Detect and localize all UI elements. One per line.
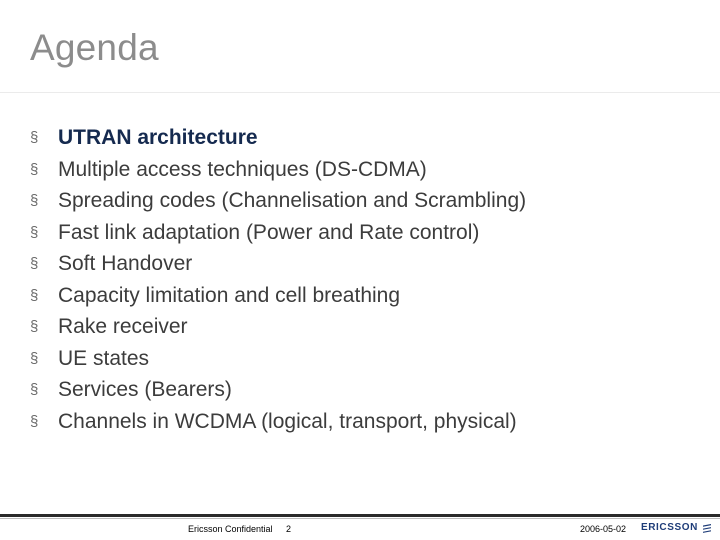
bullet-icon: §: [30, 255, 39, 272]
agenda-item-label: Channels in WCDMA (logical, transport, physical): [58, 409, 517, 433]
agenda-list: [30, 122, 526, 437]
bullet-icon: §: [30, 349, 39, 367]
agenda-item-capacity-limitation: [30, 280, 526, 312]
agenda-item-label: Rake receiver: [58, 315, 188, 338]
ericsson-logo-icon: [702, 523, 712, 533]
bullet-icon: §: [30, 160, 39, 178]
footer-confidentiality: Ericsson Confidential: [188, 524, 273, 534]
bullet-icon: §: [30, 381, 39, 398]
bullet-icon: §: [30, 192, 39, 209]
agenda-item-label: Soft Handover: [58, 252, 193, 275]
agenda-item-label: Fast link adaptation (Power and Rate control): [58, 220, 480, 244]
slide-title: Agenda: [30, 27, 159, 68]
footer-divider: [0, 514, 720, 517]
brand-name: ERICSSON: [640, 522, 698, 533]
title-divider: [0, 92, 720, 93]
agenda-item-utran-architecture: [30, 122, 526, 154]
bullet-icon: §: [30, 412, 39, 430]
footer-page-number: 2: [286, 524, 292, 534]
agenda-item-spreading-codes: [30, 185, 526, 217]
bullet-icon: §: [30, 129, 39, 146]
agenda-item-label: Spreading codes (Channelisation and Scrambling): [58, 189, 527, 212]
agenda-item-label: Services (Bearers): [58, 378, 232, 401]
agenda-item-services: [30, 374, 526, 406]
bullet-icon: §: [30, 286, 39, 304]
footer-date: 2006-05-02: [580, 524, 627, 534]
agenda-item-fast-link-adaptation: [30, 217, 526, 249]
agenda-item-multiple-access: [30, 154, 526, 186]
agenda-item-label: Multiple access techniques (DS-CDMA): [58, 157, 427, 181]
agenda-item-channels: [30, 406, 526, 438]
agenda-item-label: UTRAN architecture: [58, 126, 258, 149]
bullet-icon: §: [30, 223, 39, 241]
agenda-item-rake-receiver: [30, 311, 526, 343]
agenda-item-ue-states: [30, 343, 526, 375]
footer-divider-thin: [0, 518, 720, 519]
agenda-item-soft-handover: [30, 248, 526, 280]
brand-logo: [641, 522, 712, 533]
agenda-item-label: UE states: [58, 346, 150, 370]
bullet-icon: §: [30, 318, 39, 335]
agenda-item-label: Capacity limitation and cell breathing: [58, 283, 401, 307]
